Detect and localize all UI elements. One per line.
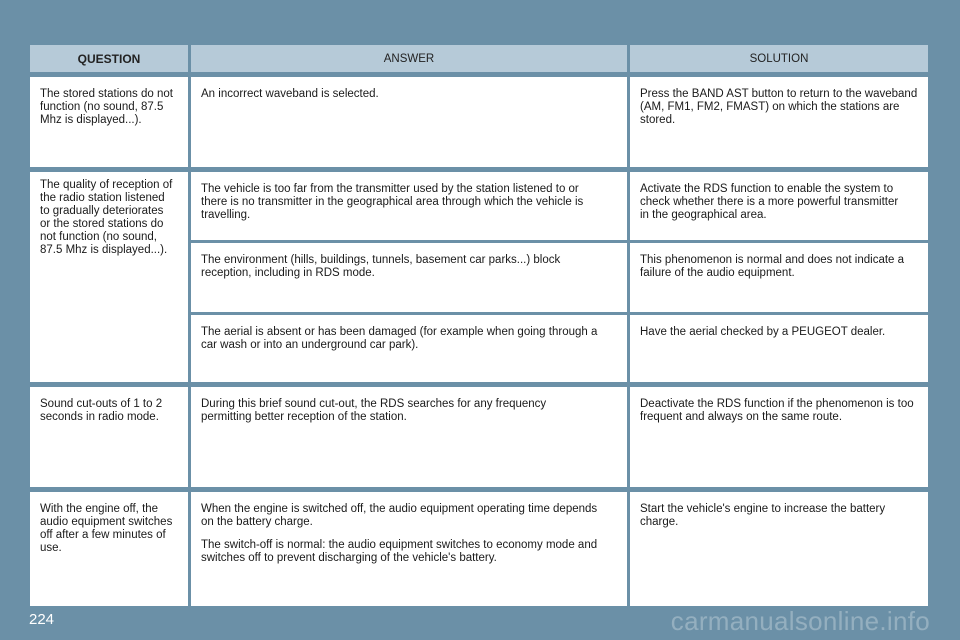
row-3-answer: [191, 387, 627, 487]
solution-text: Start the vehicle's engine to increase the battery charge.: [640, 503, 886, 528]
solution-text: Activate the RDS function to enable the system to check whether there is a more powerful transmitter in the geographical area.: [640, 183, 899, 221]
row-2c-answer: [191, 315, 627, 382]
row-4-answer: [191, 492, 627, 606]
question-text: The quality of reception of the radio station listened to gradually deteriorates or the stored stations do not function (no sound, 87.5 Mhz is displayed...).: [40, 179, 173, 256]
row-3-question: [30, 387, 188, 487]
answer-text: An incorrect waveband is selected.: [201, 88, 379, 100]
answer-paragraph-2: The switch-off is normal: the audio equipment switches to economy mode and switches off to prevent discharging of the vehicle's battery.: [201, 539, 598, 564]
row-2b-answer: [191, 243, 627, 312]
question-text: With the engine off, the audio equipment switches off after a few minutes of use.: [40, 503, 173, 554]
row-3-solution: [630, 387, 928, 487]
question-text: Sound cut-outs of 1 to 2 seconds in radio mode.: [40, 398, 163, 423]
row-1-question: [30, 77, 188, 167]
row-4-solution: [630, 492, 928, 606]
row-1-solution: [630, 77, 928, 167]
row-2a-solution: [630, 172, 928, 240]
header-answer: ANSWER: [191, 45, 627, 72]
solution-text: Press the BAND AST button to return to the waveband (AM, FM1, FM2, FMAST) on which the stations are stored.: [640, 88, 918, 126]
row-2a-answer: [191, 172, 627, 240]
answer-text: During this brief sound cut-out, the RDS searches for any frequency permitting better reception of the station.: [201, 398, 547, 423]
question-text: The stored stations do not function (no sound, 87.5 Mhz is displayed...).: [40, 88, 173, 126]
row-2b-solution: [630, 243, 928, 312]
row-1-answer: [191, 77, 627, 167]
page-number: 224: [29, 611, 55, 628]
header-question: QUESTION: [30, 45, 188, 72]
header-solution: SOLUTION: [630, 45, 928, 72]
row-4-question: [30, 492, 188, 606]
watermark: carmanualsonline.info: [670, 606, 930, 636]
answer-text: The vehicle is too far from the transmitter used by the station listened to or there is no transmitter in the geographical area through which the vehicle is travelling.: [201, 183, 584, 221]
row-2c-solution: [630, 315, 928, 382]
answer-text: The environment (hills, buildings, tunnels, basement car parks...) block reception, including in RDS mode.: [201, 254, 561, 279]
solution-text: Have the aerial checked by a PEUGEOT dealer.: [640, 326, 886, 338]
solution-text: Deactivate the RDS function if the phenomenon is too frequent and always on the same route.: [640, 398, 914, 423]
row-2-question: [30, 172, 188, 382]
answer-text: The aerial is absent or has been damaged (for example when going through a car wash or into an underground car park).: [201, 326, 598, 351]
solution-text: This phenomenon is normal and does not indicate a failure of the audio equipment.: [640, 254, 905, 279]
answer-paragraph-1: When the engine is switched off, the audio equipment operating time depends on the battery charge.: [201, 503, 598, 528]
